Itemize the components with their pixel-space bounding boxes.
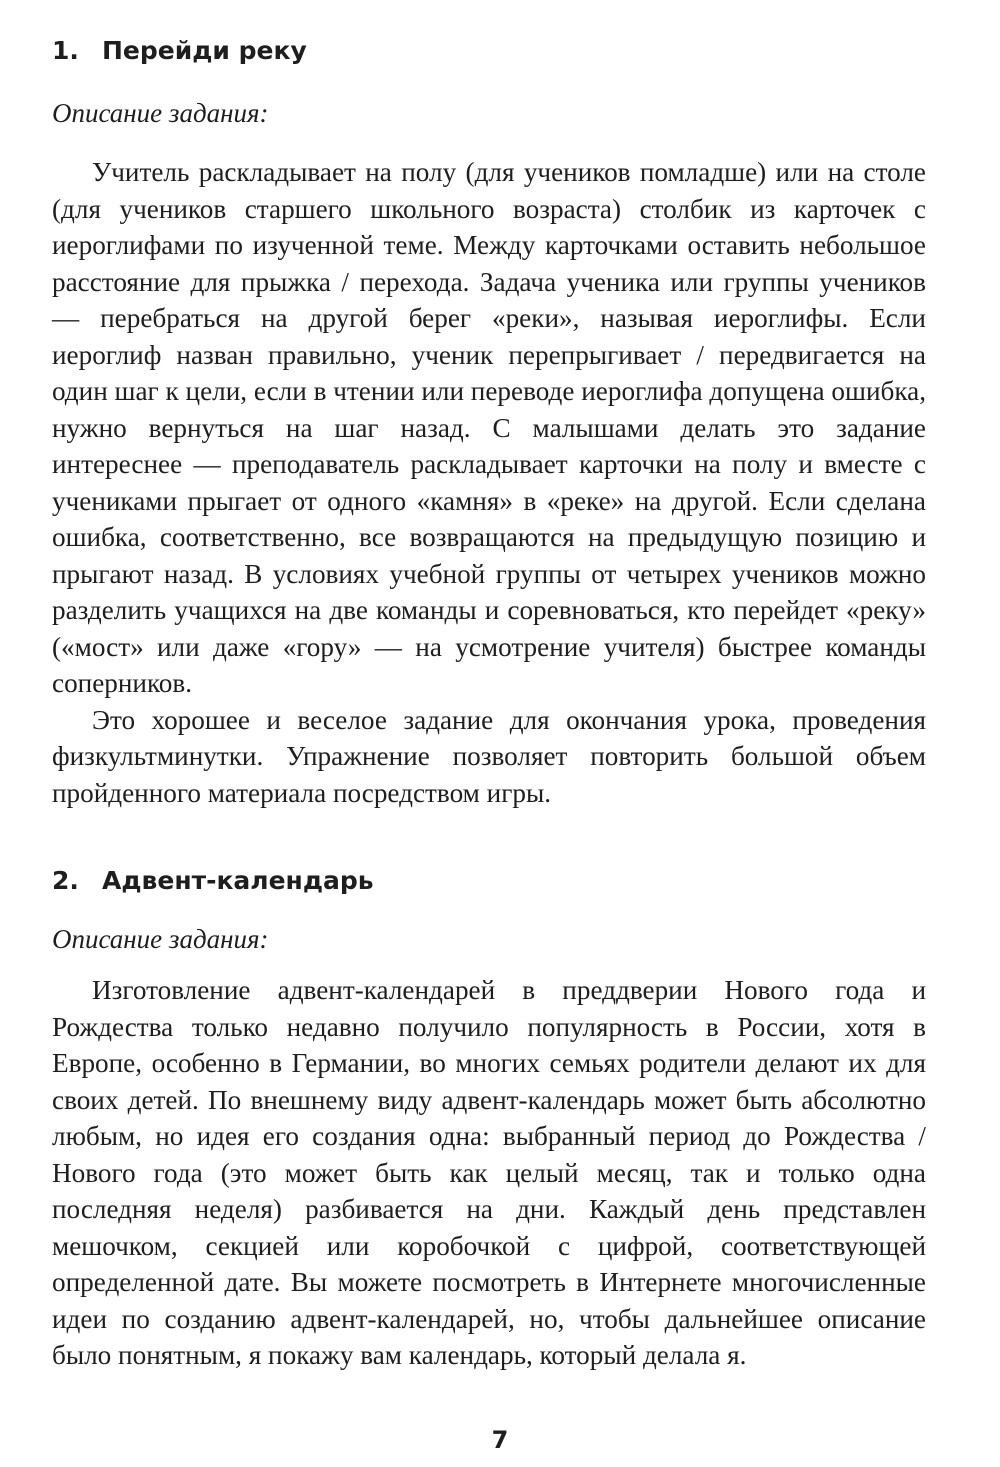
section-2-body [52, 972, 926, 1374]
section-1-heading [52, 36, 307, 66]
section-1-body [52, 154, 926, 811]
section-1-paragraph-1: Учитель раскладывает на полу (для учеников помладше) или на столе (для учеников старшего школьного возраста) столбик из карточек с иероглифами по изученной теме. Между карточками оставить небольшое расстояние для прыжка / перехода. Задача ученика или группы учеников — перебраться на другой берег «реки», называя иероглифы. Если иероглиф назван правильно, ученик перепрыгивает / передвигается на один шаг к цели, если в чтении или переводе иероглифа допущена ошибка, нужно вернуться на шаг назад. С малышами делать это задание интереснее — преподаватель раскладывает карточки на полу и вместе с учениками прыгает от одного «камня» в «реке» на другой. Если сделана ошибка, соответственно, все возвращаются на предыдущую позицию и прыгают назад. В условиях учебной группы от четырех учеников можно разделить учащихся на две команды и соревноваться, кто перейдет «реку» («мост» или даже «гору» — на усмотрение учителя) быстрее команды соперников. [52, 157, 926, 698]
section-1-title: Перейди реку [102, 36, 307, 65]
section-1-caption: Описание задания: [52, 98, 269, 128]
section-2-title: Адвент-календарь [102, 866, 374, 895]
section-1-number: 1. [52, 36, 79, 65]
page-number: 7 [491, 1426, 509, 1454]
section-2-heading [52, 866, 374, 896]
section-2-caption: Описание задания: [52, 924, 269, 954]
section-2-paragraph-1: Изготовление адвент-календарей в преддверии Нового года и Рождества только недавно получило популярность в России, хотя в Европе, особенно в Германии, во многих семьях родители делают их для своих детей. По внешнему виду адвент-календарь может быть абсолютно любым, но идея его создания одна: выбранный период до Рождества / Нового года (это может быть как целый месяц, так и только одна последняя неделя) разбивается на дни. Каждый день представлен мешочком, секцией или коробочкой с цифрой, соответствующей определенной дате. Вы можете посмотреть в Интернете многочисленные идеи по созданию адвент-календарей, но, чтобы дальнейшее описание было понятным, я покажу вам календарь, который делала я. [52, 975, 926, 1370]
section-1-paragraph-2: Это хорошее и веселое задание для окончания урока, проведения физкультминутки. Упражнение позволяет повторить большой объем пройденного материала посредством игры. [52, 704, 926, 808]
section-2-number: 2. [52, 866, 79, 895]
